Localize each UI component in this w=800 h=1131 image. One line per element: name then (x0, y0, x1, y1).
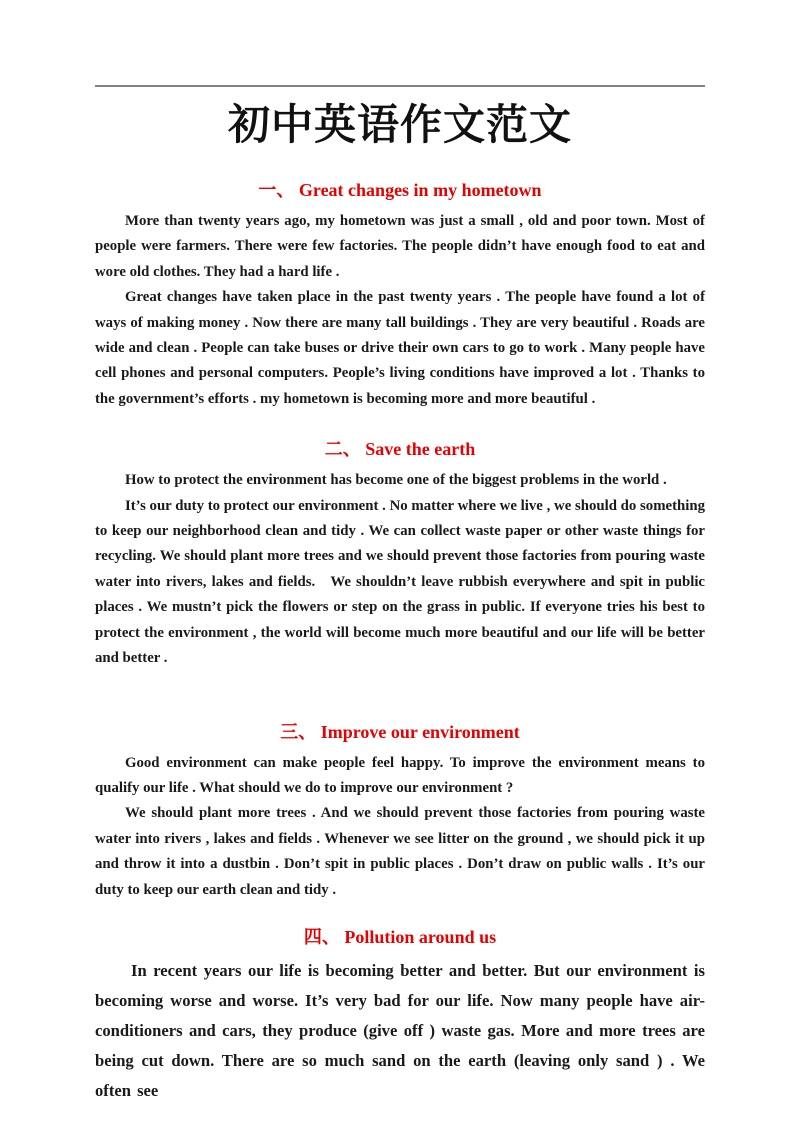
essay-4-heading: 四、 Pollution around us (303, 926, 497, 947)
document-title: 初中英语作文范文 (227, 101, 572, 148)
essay-2-heading: 二、 Save the earth (324, 439, 476, 460)
essay-2-paragraph-1: How to protect the environment has become one of the biggest problems in the world . (125, 472, 667, 489)
essay-2-paragraph-2: It’s our duty to protect our environment . No matter where we live , we should do something to keep our neighborhood clean and tidy . We can collect waste paper or other waste things for recycling. We should plant more trees and we should prevent those factories from pouring waste water into rivers, lakes and fields. We shouldn’t leave rubbish everywhere and spit in public places . We mustn’t pick the flowers or step on the grass in public. If everyone tries his best to protect the environment , the world will become much more beautiful and our life will be better and better . (95, 497, 705, 667)
essay-section-1 (95, 179, 705, 412)
essay-1-heading: 一、 Great changes in my hometown (258, 180, 542, 200)
essay-4-paragraph-1: In recent years our life is becoming better and better. But our environment is becoming worse and worse. It’s very bad for our life. Now many people have air-conditioners and cars, they produce (give off ) waste gas. More and more trees are being cut down. There are so much sand on the earth (leaving only sand ) . We often see (95, 960, 705, 1100)
top-rule (95, 85, 705, 87)
essay-3-paragraph-1: Good environment can make people feel happy. To improve the environment means to qualify our life . What should we do to improve our environment ? (95, 754, 705, 796)
essay-3-heading: 三、 Improve our environment (280, 721, 520, 742)
essay-1-paragraph-1: More than twenty years ago, my hometown was just a small , old and poor town. Most of people were farmers. There were few factories. The people didn’t have enough food to eat and wore old clothes. They had a hard life . (95, 213, 705, 280)
essay-3-paragraph-2: We should plant more trees . And we should prevent those factories from pouring waste water into rivers , lakes and fields . Whenever we see litter on the ground , we should pick it up and throw it into a dustbin . Don’t spit in public places . Don’t draw on public walls . It’s our duty to keep our earth clean and tidy . (95, 805, 705, 898)
essay-section-3 (95, 721, 705, 903)
essay-section-2 (95, 438, 705, 671)
essay-1-paragraph-2: Great changes have taken place in the past twenty years . The people have found a lot of ways of making money . Now there are many tall buildings . They are very beautiful . Roads are wide and clean . People can take buses or drive their own cars to go to work . Many people have cell phones and personal computers. People’s living conditions have improved a lot . Thanks to the government’s efforts . my hometown is becoming more and more beautiful . (95, 289, 705, 407)
essay-section-4 (95, 926, 705, 1106)
